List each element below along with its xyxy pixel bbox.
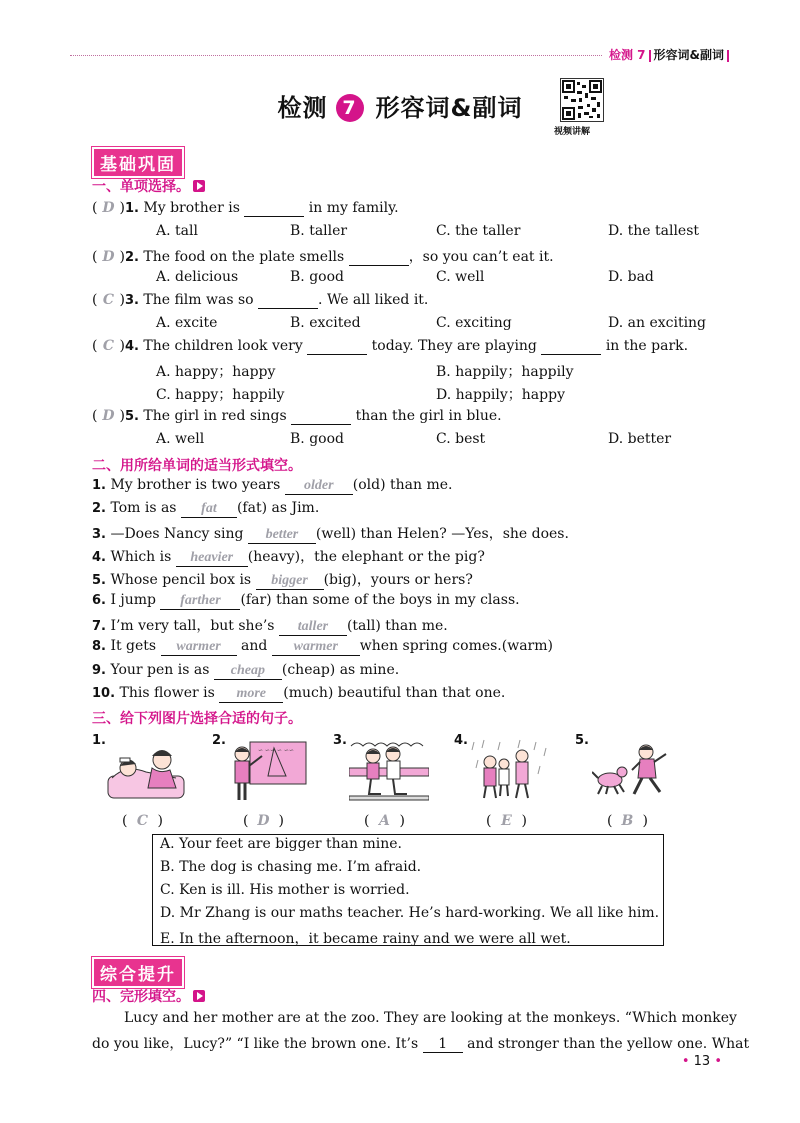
picture-number: 1. [92,733,106,748]
picture-rain [470,738,550,802]
fill-answer[interactable]: bigger [256,573,324,590]
question-text: (old) than me. [352,477,453,493]
mc-option[interactable]: D. the tallest [608,223,700,239]
question-number: 8. [92,639,106,654]
fill-answer[interactable]: farther [160,593,240,610]
sentence-option-c: C. Ken is ill. His mother is worried. [160,882,410,898]
question-number: 3. [124,293,139,308]
question-text: —Does Nancy sing [110,526,244,542]
question-text: in the park. [605,338,689,354]
mc-option[interactable]: C. exciting [436,315,512,331]
part4-heading-text: 四、完形填空。 [92,989,190,1005]
mc-option[interactable]: D. happily；happy [436,387,565,403]
qr-caption: 视频讲解 [554,127,591,137]
title-number-badge: 7 [336,94,364,122]
sentence-option-b: B. The dog is chasing me. I’m afraid. [160,859,422,875]
mc-answer: D [102,408,115,424]
question-text: Which is [110,549,172,565]
question-text: (cheap) as mine. [281,662,400,678]
header-tag-right: 形容词&副词 [653,48,724,62]
mc-option[interactable]: A. happy；happy [156,364,276,380]
page-number: • 13 • [681,1054,722,1069]
question-number: 10. [92,686,116,701]
fill-answer[interactable]: older [285,478,353,495]
question-text: when spring comes.(warm) [359,638,553,654]
answer-blank[interactable] [244,200,304,217]
mc-question-3: ( C )3. The film was so . We all liked it. [92,292,429,308]
part3-heading: 三、给下列图片选择合适的句子。 [92,711,302,727]
question-number: 2. [92,501,106,516]
cloze-line-1: Lucy and her mother are at the zoo. They are looking at the monkeys. “Which monkey [124,1010,737,1026]
question-text: I jump [110,592,157,608]
answer-blank[interactable] [307,338,367,355]
fill-answer[interactable]: warmer [161,639,237,656]
picture-answer[interactable]: D [257,813,270,829]
question-text: I’m very tall，but she’s [110,618,275,634]
section-banner-advanced: 综合提升 [92,957,184,988]
picture-number: 2. [212,733,226,748]
picture-answer-2: ( D ) [243,813,284,829]
question-text: The film was so [143,292,254,308]
mc-answer: C [102,292,115,308]
mc-answer: D [102,200,115,216]
picture-answer-4: ( E ) [486,813,527,829]
picture-sick-child [106,738,186,800]
question-number: 5. [124,409,139,424]
fill-item-3 [92,523,569,544]
part4-heading [92,986,205,1006]
question-number: 5. [92,573,106,588]
fill-item-1 [92,477,452,495]
fill-answer[interactable]: fat [181,501,237,518]
answer-blank[interactable] [349,249,409,266]
title-right: 形容词&副词 [375,94,523,122]
question-text: . We all liked it. [318,292,429,308]
fill-answer[interactable]: heavier [176,550,248,567]
fill-answer[interactable]: warmer [272,639,360,656]
picture-answer[interactable]: E [501,813,512,829]
question-text: (fat) as Jim. [236,500,320,516]
picture-answer-1: ( C ) [122,813,163,829]
question-number: 1. [124,201,139,216]
mc-answer: D [102,249,115,265]
sentence-option-d: D. Mr Zhang is our maths teacher. He’s hard-working. We all like him. [160,905,660,921]
mc-option[interactable]: A. excite [156,315,218,331]
sentence-option-e: E. In the afternoon，it became rainy and we were all wet. [160,931,571,947]
part2-heading: 二、用所给单词的适当形式填空。 [92,458,302,474]
mc-option[interactable]: A. tall [156,223,198,239]
question-text: My brother is two years [110,477,281,493]
question-number: 6. [92,593,106,608]
mc-question-5: ( D )5. The girl in red sings than the girl in blue. [92,408,502,424]
question-text: This flower is [119,685,215,701]
picture-number: 4. [454,733,468,748]
mc-answer: C [102,338,115,354]
picture-dog-chase [592,740,672,802]
page-number-value: 13 [693,1054,711,1069]
question-text: (big)，yours or hers? [323,572,473,588]
cloze-text: do you like，Lucy?” “I like the brown one. It’s [92,1036,419,1052]
fill-answer[interactable]: more [219,686,283,703]
fill-item-8 [92,638,553,656]
picture-answer[interactable]: A [379,813,390,829]
header-divider [649,50,651,62]
cloze-blank[interactable]: 1 [423,1036,463,1053]
question-text: The girl in red sings [143,408,287,424]
question-text: (well) than Helen? —Yes，she does. [315,526,569,542]
picture-answer[interactable]: C [136,813,149,829]
mc-option[interactable]: D. bad [608,269,654,285]
fill-item-5 [92,569,473,590]
mc-option[interactable]: B. happily；happily [436,364,574,380]
question-text: The food on the plate smells [143,249,345,265]
fill-answer[interactable]: taller [279,619,347,636]
fill-item-7 [92,615,448,636]
picture-teacher [228,740,308,802]
question-number: 2. [124,250,139,265]
question-number: 4. [124,339,139,354]
play-video-icon[interactable] [193,180,205,192]
question-text: than the girl in blue. [355,408,502,424]
fill-item-2 [92,500,319,518]
cloze-line-2 [92,1033,749,1053]
mc-question-2: ( D )2. The food on the plate smells ，so you can’t eat it. [92,249,554,265]
fill-item-10 [92,685,505,703]
header-tag-left: 检测 7 [609,48,646,62]
header-divider-end [727,50,729,62]
svg-text:∽ ∽∽ ∽ ∽∽: ∽ ∽∽ ∽ ∽∽ [258,747,294,754]
question-number: 1. [92,478,106,493]
mc-option[interactable]: C. well [436,269,485,285]
sentence-option-a: A. Your feet are bigger than mine. [160,836,402,852]
fill-item-9 [92,662,399,680]
part1-heading [92,176,205,196]
picture-answer-3: ( A ) [364,813,405,829]
question-text: (far) than some of the boys in my class. [240,592,520,608]
question-text: Whose pencil box is [110,572,252,588]
question-text: It gets [110,638,157,654]
question-text: in my family. [308,200,399,216]
fill-item-6 [92,592,520,610]
picture-answer[interactable]: B [621,813,634,829]
answer-blank[interactable] [541,338,601,355]
fill-answer[interactable]: cheap [214,663,282,680]
mc-option[interactable]: B. good [290,431,344,447]
picture-number: 5. [575,733,589,748]
question-number: 3. [92,527,106,542]
qr-code-icon[interactable] [560,78,604,122]
mc-question-1: ( D )1. My brother is in my family. [92,200,399,216]
question-number: 7. [92,619,106,634]
question-text: today. They are playing [371,338,537,354]
question-text: Tom is as [110,500,177,516]
mc-option[interactable]: C. the taller [436,223,521,239]
fill-answer[interactable]: better [248,527,316,544]
header-tag [603,46,732,63]
play-video-icon[interactable] [193,990,205,1002]
mc-question-4: ( C )4. The children look very today. They are playing in the park. [92,338,689,354]
question-text: (tall) than me. [346,618,448,634]
question-number: 9. [92,663,106,678]
question-text: (heavy)，the elephant or the pig? [247,549,485,565]
question-text: The children look very [143,338,303,354]
question-text: ，so you can’t eat it. [408,249,554,265]
answer-blank[interactable] [291,408,351,425]
answer-blank[interactable] [258,292,318,309]
picture-feet [349,738,429,802]
fill-item-4 [92,546,485,567]
mc-option[interactable]: B. taller [290,223,348,239]
cloze-text: and stronger than the yellow one. What [467,1036,750,1052]
question-text: (much) beautiful than that one. [283,685,506,701]
mc-option[interactable]: D. an exciting [608,315,707,331]
page-title [0,88,800,123]
mc-option[interactable]: B. good [290,269,344,285]
question-text: My brother is [143,200,240,216]
question-text: and [241,638,268,654]
mc-option[interactable]: A. well [156,431,205,447]
part1-heading-text: 一、单项选择。 [92,179,190,195]
mc-option[interactable]: C. best [436,431,486,447]
title-left: 检测 [277,94,328,122]
mc-option[interactable]: D. better [608,431,672,447]
mc-option[interactable]: C. happy；happily [156,387,285,403]
question-text: Your pen is as [110,662,210,678]
mc-option[interactable]: B. excited [290,315,361,331]
mc-option[interactable]: A. delicious [156,269,239,285]
question-number: 4. [92,550,106,565]
picture-number: 3. [333,733,347,748]
section-banner-basic: 基础巩固 [92,147,184,178]
picture-answer-5: ( B ) [607,813,648,829]
